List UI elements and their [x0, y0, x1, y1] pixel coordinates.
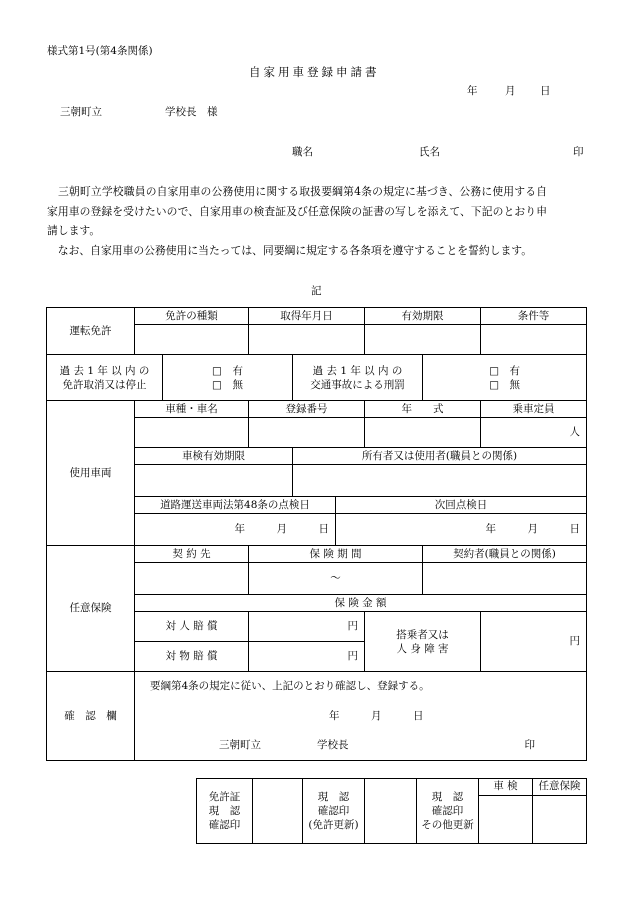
applicant-name: 氏名: [419, 146, 440, 158]
vehicle-model-cell[interactable]: [135, 418, 249, 448]
vehicle-capacity-cell[interactable]: 人: [481, 418, 587, 448]
insurer-header: 契 約 先: [135, 546, 249, 563]
revocation-no-checkbox[interactable]: □ 無: [212, 378, 243, 391]
inspection-expiry-header: 車検有効期限: [135, 448, 293, 465]
license-type-header: 免許の種類: [135, 308, 249, 325]
renew-confirm-label: 現 認 確認印 (免許更新): [303, 779, 365, 844]
confirm-date[interactable]: 年 月 日: [135, 702, 587, 732]
form-number: 様式第1号(第4条関係): [47, 45, 153, 57]
license-type-cell[interactable]: [135, 325, 249, 355]
next-inspection-date-cell[interactable]: 年 月 日: [336, 514, 587, 546]
body-paragraph-2: なお、自家用車の公務使用に当たっては、同要綱に規定する各条項を遵守することを誓約します。: [47, 244, 532, 257]
vehicle-year-header: 年 式: [365, 401, 481, 418]
vehicle-registration-cell[interactable]: [249, 418, 365, 448]
license-confirm-stamp[interactable]: [253, 779, 303, 844]
vehicle-registration-header: 登録番号: [249, 401, 365, 418]
insurance-label: 任意保険: [47, 546, 135, 672]
license-acquired-header: 取得年月日: [249, 308, 365, 325]
vehicle-model-header: 車種・車名: [135, 401, 249, 418]
bodily-label: 対 人 賠 償: [135, 612, 249, 642]
next-inspection-header: 次回点検日: [336, 497, 587, 514]
license-label: 運転免許: [47, 308, 135, 355]
accident-yes-checkbox[interactable]: □ 有: [489, 364, 520, 377]
amount-header: 保 険 金 額: [135, 595, 587, 612]
owner-cell[interactable]: [293, 465, 587, 497]
stamp-table: [196, 778, 587, 844]
confirm-town: 三朝町立: [219, 739, 261, 752]
passenger-amount-cell[interactable]: 円: [481, 612, 587, 672]
addressee-town: 三朝町立: [60, 106, 102, 118]
applicant-position: 職名: [292, 146, 313, 158]
body-paragraph-1: 三朝町立学校職員の自家用車の公務使用に関する取扱要綱第4条の規定に基づき、公務に使用する自家用車の登録を受けたいので、自家用車の検査証及び任意保険の証書の写しを添えて、下記のとおり申請します。: [47, 185, 547, 237]
period-header: 保 険 期 間: [249, 546, 423, 563]
form-title: 自家用車登録申請書: [249, 65, 380, 79]
revocation-checkboxes[interactable]: [163, 355, 293, 401]
inspection48-header: 道路運送車両法第48条の点検日: [135, 497, 336, 514]
contractor-cell[interactable]: [423, 563, 587, 595]
shaken-stamp[interactable]: [479, 796, 533, 844]
vehicle-year-cell[interactable]: [365, 418, 481, 448]
confirm-label: 確 認 欄: [47, 672, 135, 761]
owner-header: 所有者又は使用者(職員との関係): [293, 448, 587, 465]
date-day: 日: [540, 85, 551, 97]
insurance-stamp-header: 任意保険: [533, 779, 587, 796]
license-conditions-cell[interactable]: [481, 325, 587, 355]
renew-confirm-stamp[interactable]: [365, 779, 417, 844]
confirm-seal: 印: [524, 739, 535, 752]
ki-marker: 記: [311, 285, 322, 297]
contractor-header: 契約者(職員との関係): [423, 546, 587, 563]
insurer-cell[interactable]: [135, 563, 249, 595]
property-label: 対 物 賠 償: [135, 642, 249, 672]
period-cell[interactable]: ～: [249, 563, 423, 595]
other-confirm-label: 現 認 確認印 その他更新: [417, 779, 479, 844]
vehicle-label: 使用車両: [47, 401, 135, 546]
revocation-label: 過 去 1 年 以 内 の 免許取消又は停止: [47, 355, 163, 401]
date-month: 月: [505, 85, 516, 97]
bodily-amount-cell[interactable]: 円: [249, 612, 365, 642]
accident-checkboxes[interactable]: [423, 355, 587, 401]
confirm-signature-row: [135, 732, 587, 761]
property-amount-cell[interactable]: 円: [249, 642, 365, 672]
passenger-label: 搭乗者又は 人 身 障 害: [365, 612, 481, 672]
license-conditions-header: 条件等: [481, 308, 587, 325]
license-acquired-cell[interactable]: [249, 325, 365, 355]
license-expiry-header: 有効期限: [365, 308, 481, 325]
application-table: [46, 307, 587, 761]
revocation-yes-checkbox[interactable]: □ 有: [212, 364, 243, 377]
insurance-stamp[interactable]: [533, 796, 587, 844]
accident-no-checkbox[interactable]: □ 無: [489, 378, 520, 391]
applicant-seal: 印: [573, 146, 584, 158]
addressee-principal: 学校長 様: [165, 106, 218, 118]
confirm-principal: 学校長: [317, 739, 349, 752]
license-expiry-cell[interactable]: [365, 325, 481, 355]
inspection48-date-cell[interactable]: 年 月 日: [135, 514, 336, 546]
confirm-text: 要綱第4条の規定に従い、上記のとおり確認し、登録する。: [135, 672, 587, 702]
vehicle-capacity-header: 乗車定員: [481, 401, 587, 418]
date-year: 年: [467, 85, 478, 97]
accident-label: 過 去 1 年 以 内 の 交通事故による刑罰: [293, 355, 423, 401]
license-confirm-label: 免許証 現 認 確認印: [197, 779, 253, 844]
inspection-expiry-cell[interactable]: [135, 465, 293, 497]
shaken-header: 車 検: [479, 779, 533, 796]
